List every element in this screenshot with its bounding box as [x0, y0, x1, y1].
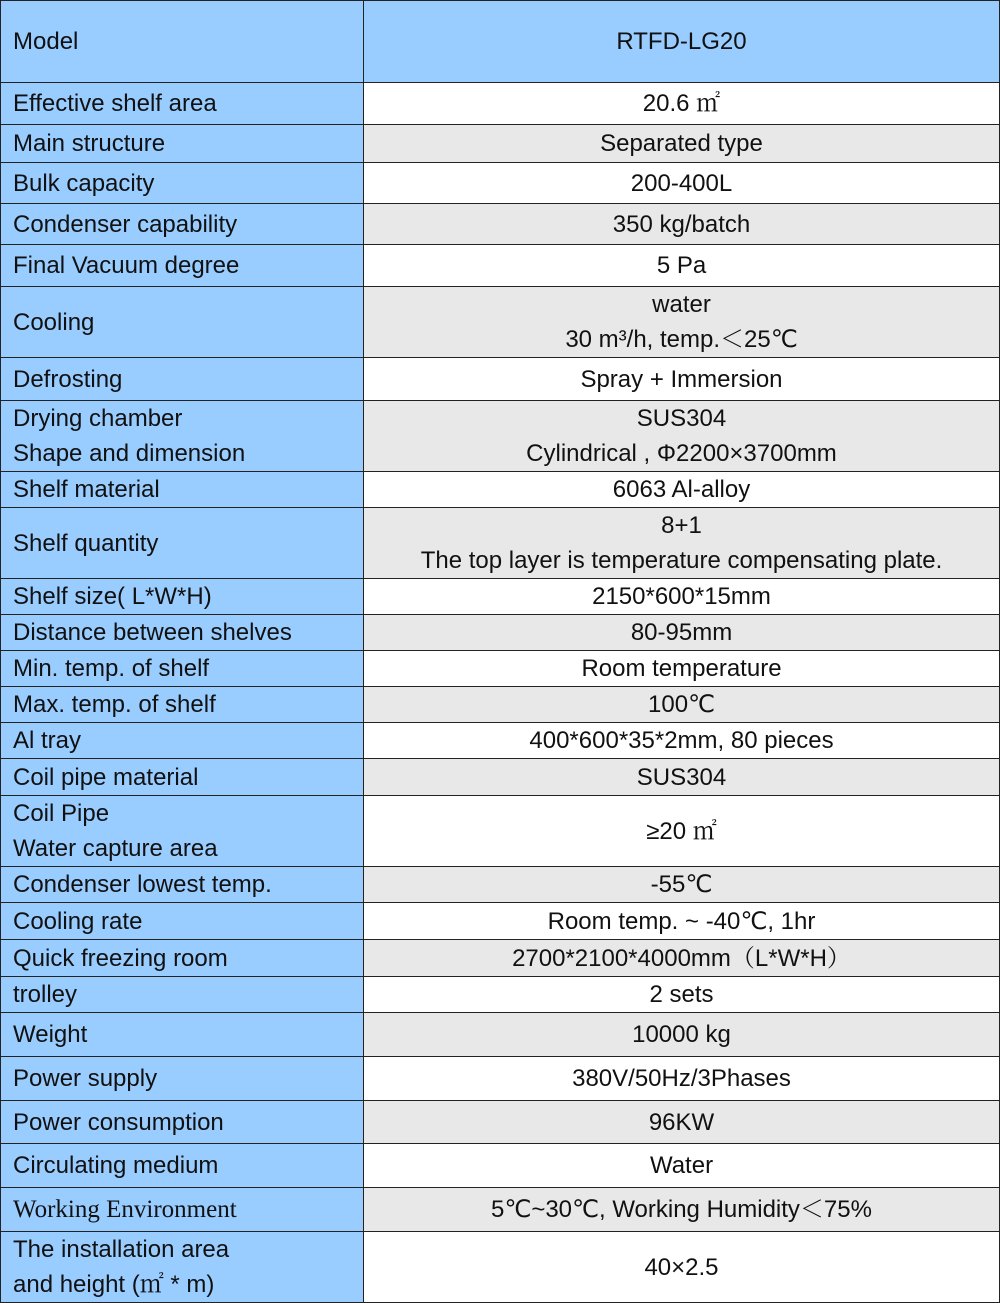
row-value: Room temperature	[364, 651, 1000, 687]
row-value: 40×2.5	[364, 1232, 1000, 1303]
row-label: Main structure	[1, 125, 364, 163]
row-label: Min. temp. of shelf	[1, 651, 364, 687]
table-row	[1, 796, 1000, 867]
row-value: 80-95mm	[364, 615, 1000, 651]
row-value: 2700*2100*4000mm（L*W*H）	[364, 940, 1000, 977]
row-value: 400*600*35*2mm, 80 pieces	[364, 723, 1000, 759]
row-value: SUS304	[364, 759, 1000, 796]
table-row	[1, 1144, 1000, 1188]
row-label: Cooling rate	[1, 903, 364, 940]
table-row	[1, 1101, 1000, 1144]
row-value: ≥20 ㎡	[364, 796, 1000, 867]
table-row	[1, 651, 1000, 687]
label-line: Drying chamber	[13, 405, 183, 432]
row-label: Cooling	[1, 287, 364, 358]
row-value: 96KW	[364, 1101, 1000, 1144]
label-line: Coil Pipe	[13, 800, 110, 827]
row-value: 20.6 ㎡	[364, 83, 1000, 125]
value-line: water	[652, 291, 711, 318]
table-row	[1, 358, 1000, 401]
row-value: 100℃	[364, 687, 1000, 723]
table-row	[1, 867, 1000, 903]
table-row	[1, 759, 1000, 796]
label-line: Shape and dimension	[13, 440, 246, 467]
row-value: 380V/50Hz/3Phases	[364, 1057, 1000, 1101]
row-value: 5 Pa	[364, 245, 1000, 287]
table-row	[1, 287, 1000, 358]
row-label	[1, 1232, 364, 1303]
table-row	[1, 579, 1000, 615]
row-label: Shelf quantity	[1, 508, 364, 579]
table-row	[1, 401, 1000, 472]
table-row	[1, 125, 1000, 163]
table-row	[1, 1188, 1000, 1232]
row-label: Bulk capacity	[1, 163, 364, 204]
table-row	[1, 1232, 1000, 1303]
row-label: Distance between shelves	[1, 615, 364, 651]
row-value: 5℃~30℃, Working Humidity＜75%	[364, 1188, 1000, 1232]
row-label: Effective shelf area	[1, 83, 364, 125]
row-value: -55℃	[364, 867, 1000, 903]
row-label: Condenser capability	[1, 204, 364, 245]
row-label: Circulating medium	[1, 1144, 364, 1188]
row-label: Weight	[1, 1013, 364, 1057]
row-value	[364, 287, 1000, 358]
row-label: Working Environment	[1, 1188, 364, 1232]
value-line: The top layer is temperature compensating plate.	[420, 547, 943, 574]
row-label: Power consumption	[1, 1101, 364, 1144]
row-label: Final Vacuum degree	[1, 245, 364, 287]
table-row	[1, 83, 1000, 125]
table-row	[1, 163, 1000, 204]
table-row	[1, 977, 1000, 1013]
row-label: Power supply	[1, 1057, 364, 1101]
row-label: trolley	[1, 977, 364, 1013]
row-value: Water	[364, 1144, 1000, 1188]
row-label: Al tray	[1, 723, 364, 759]
table-row	[1, 1057, 1000, 1101]
value-line: SUS304	[636, 405, 727, 432]
label-line: and height (㎡ * m)	[13, 1271, 215, 1298]
model-label: Model	[1, 1, 364, 83]
table-row	[1, 1013, 1000, 1057]
row-label: Max. temp. of shelf	[1, 687, 364, 723]
row-value: Room temp. ~ -40℃, 1hr	[364, 903, 1000, 940]
row-value: 200-400L	[364, 163, 1000, 204]
row-label: Condenser lowest temp.	[1, 867, 364, 903]
label-line: Water capture area	[13, 835, 218, 862]
row-label: Shelf size( L*W*H)	[1, 579, 364, 615]
row-label: Coil pipe material	[1, 759, 364, 796]
table-row-model	[1, 1, 1000, 83]
row-value: Spray + Immersion	[364, 358, 1000, 401]
table-row	[1, 903, 1000, 940]
table-row	[1, 472, 1000, 508]
row-value: 2150*600*15mm	[364, 579, 1000, 615]
row-value: 6063 Al-alloy	[364, 472, 1000, 508]
table-row	[1, 245, 1000, 287]
model-value: RTFD-LG20	[364, 1, 1000, 83]
row-value: 350 kg/batch	[364, 204, 1000, 245]
table-row	[1, 940, 1000, 977]
value-line: 8+1	[661, 512, 702, 539]
table-row	[1, 615, 1000, 651]
row-label: Shelf material	[1, 472, 364, 508]
row-label	[1, 796, 364, 867]
row-value: Separated type	[364, 125, 1000, 163]
label-line: The installation area	[13, 1236, 230, 1263]
value-line: Cylindrical , Φ2200×3700mm	[526, 440, 837, 467]
row-value: 2 sets	[364, 977, 1000, 1013]
row-value	[364, 508, 1000, 579]
row-label: Defrosting	[1, 358, 364, 401]
value-line: 30 m³/h, temp.＜25℃	[565, 326, 798, 353]
table-row	[1, 723, 1000, 759]
row-value: 10000 kg	[364, 1013, 1000, 1057]
table-row	[1, 687, 1000, 723]
row-value	[364, 401, 1000, 472]
row-label: Quick freezing room	[1, 940, 364, 977]
table-row	[1, 204, 1000, 245]
table-row	[1, 508, 1000, 579]
row-label	[1, 401, 364, 472]
